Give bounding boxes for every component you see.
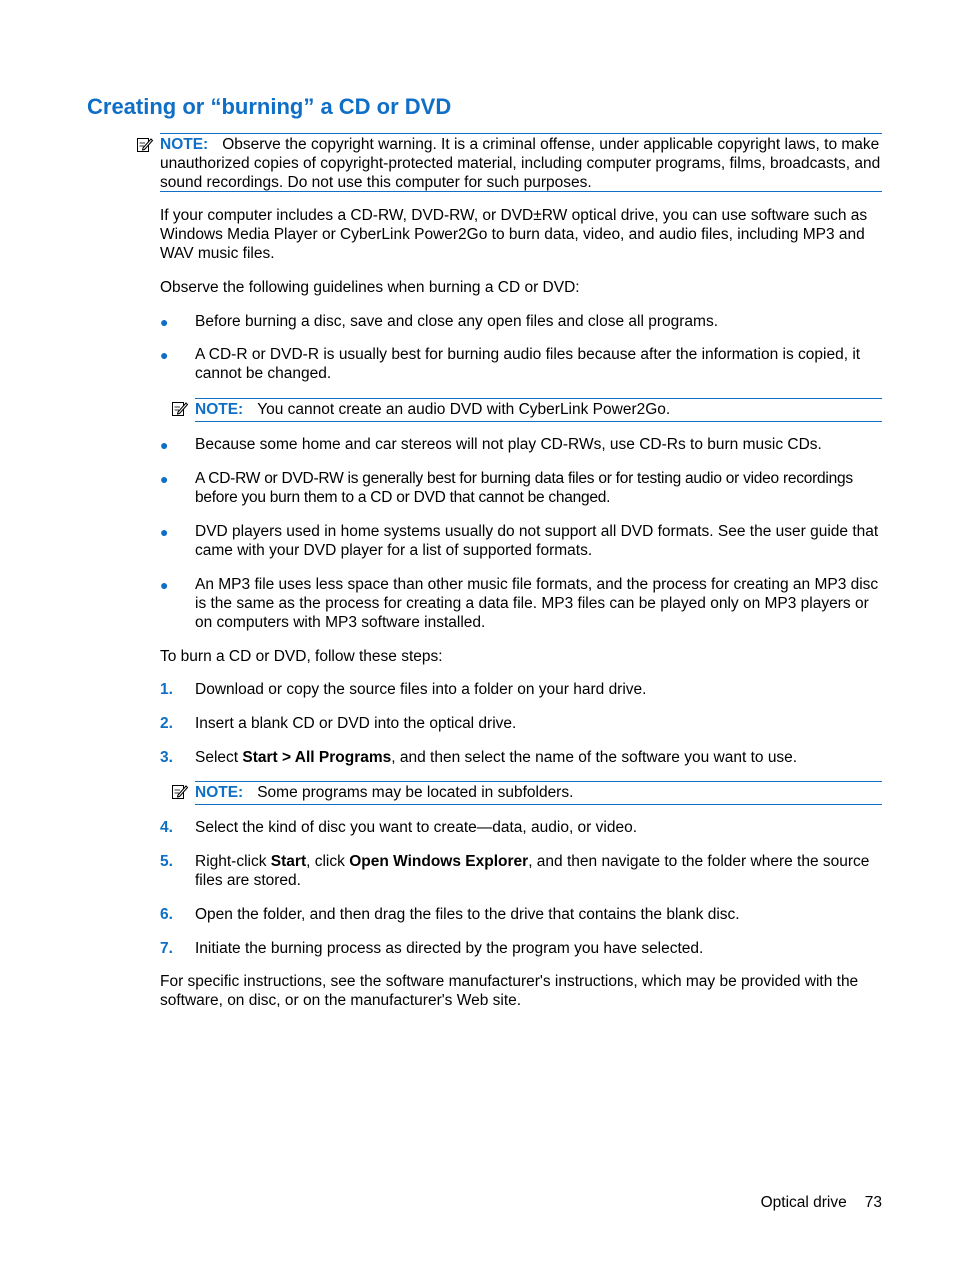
ui-label: Start (270, 853, 307, 870)
step-text: Select Start > All Programs, and then select the name of the software you want to use. (195, 749, 798, 766)
step-text: Initiate the burning process as directed by the program you have selected. (195, 940, 704, 957)
guidelines-lead: Observe the following guidelines when burning a CD or DVD: (160, 279, 580, 296)
step-number: 2. (160, 715, 173, 732)
page-number: 73 (864, 1194, 882, 1211)
page-footer (761, 1193, 882, 1212)
bullet-marker: ● (160, 471, 169, 487)
note-label: NOTE: (160, 136, 209, 153)
copyright-note (160, 133, 882, 192)
note-text: Observe the copyright warning. It is a criminal offense, under applicable copyright laws, to make unauthorized copies of copyright-protected material, including computer programs, films, broadcasts, and sound recordings. Do not use this computer for such purposes. (160, 136, 881, 191)
ui-label: Open Windows Explorer (349, 853, 529, 870)
bullet-marker: ● (160, 347, 169, 363)
note-pencil-icon (136, 136, 153, 153)
list-item: Because some home and car stereos will not play CD-RWs, use CD-Rs to burn music CDs. (195, 436, 822, 453)
closing-paragraph: For specific instructions, see the software manufacturer's instructions, which may be provided with the software, on disc, or on the manufacturer's Web site. (160, 973, 859, 1009)
intro-paragraph: If your computer includes a CD-RW, DVD-RW, or DVD±RW optical drive, you can use software such as Windows Media Player or CyberLink Power2Go to burn data, video, and audio files, including MP3 and WAV music files. (160, 207, 868, 262)
footer-section: Optical drive (760, 1194, 847, 1211)
note-label: NOTE: (195, 401, 244, 418)
step-number: 4. (160, 819, 173, 836)
subfolders-note (195, 781, 882, 805)
step-number: 7. (160, 940, 173, 957)
list-item: An MP3 file uses less space than other music file formats, and the process for creating an MP3 disc is the same as the process for creating a data file. MP3 files can be played only on MP3 players or on computers with MP3 software installed. (195, 576, 879, 631)
list-item: A CD-RW or DVD-RW is generally best for burning data files or for testing audio or video recordings before you burn them to a CD or DVD that cannot be changed. (195, 470, 853, 506)
power2go-note (195, 398, 882, 422)
ui-path: Start > All Programs (242, 749, 392, 766)
step-number: 5. (160, 853, 173, 870)
step-number: 6. (160, 906, 173, 923)
step-text: Download or copy the source files into a folder on your hard drive. (195, 681, 647, 698)
step-text: Right-click Start, click Open Windows Explorer, and then navigate to the folder where the source files are stored. (195, 853, 870, 889)
bullet-marker: ● (160, 577, 169, 593)
step-number: 3. (160, 749, 173, 766)
step-text: Insert a blank CD or DVD into the optical drive. (195, 715, 517, 732)
note-text: Some programs may be located in subfolders. (257, 784, 574, 801)
steps-lead: To burn a CD or DVD, follow these steps: (160, 648, 443, 665)
list-item: Before burning a disc, save and close any open files and close all programs. (195, 313, 718, 330)
bullet-marker: ● (160, 524, 169, 540)
list-item: A CD-R or DVD-R is usually best for burning audio files because after the information is copied, it cannot be changed. (195, 346, 861, 382)
step-text: Open the folder, and then drag the files to the drive that contains the blank disc. (195, 906, 740, 923)
bullet-marker: ● (160, 437, 169, 453)
note-pencil-icon (171, 783, 188, 800)
note-pencil-icon (171, 400, 188, 417)
list-item: DVD players used in home systems usually do not support all DVD formats. See the user guide that came with your DVD player for a list of supported formats. (195, 523, 879, 559)
step-text: Select the kind of disc you want to create—data, audio, or video. (195, 819, 638, 836)
note-label: NOTE: (195, 784, 244, 801)
note-text: You cannot create an audio DVD with CyberLink Power2Go. (257, 401, 671, 418)
step-number: 1. (160, 681, 173, 698)
page-title: Creating or “burning” a CD or DVD (87, 94, 452, 119)
bullet-marker: ● (160, 314, 169, 330)
